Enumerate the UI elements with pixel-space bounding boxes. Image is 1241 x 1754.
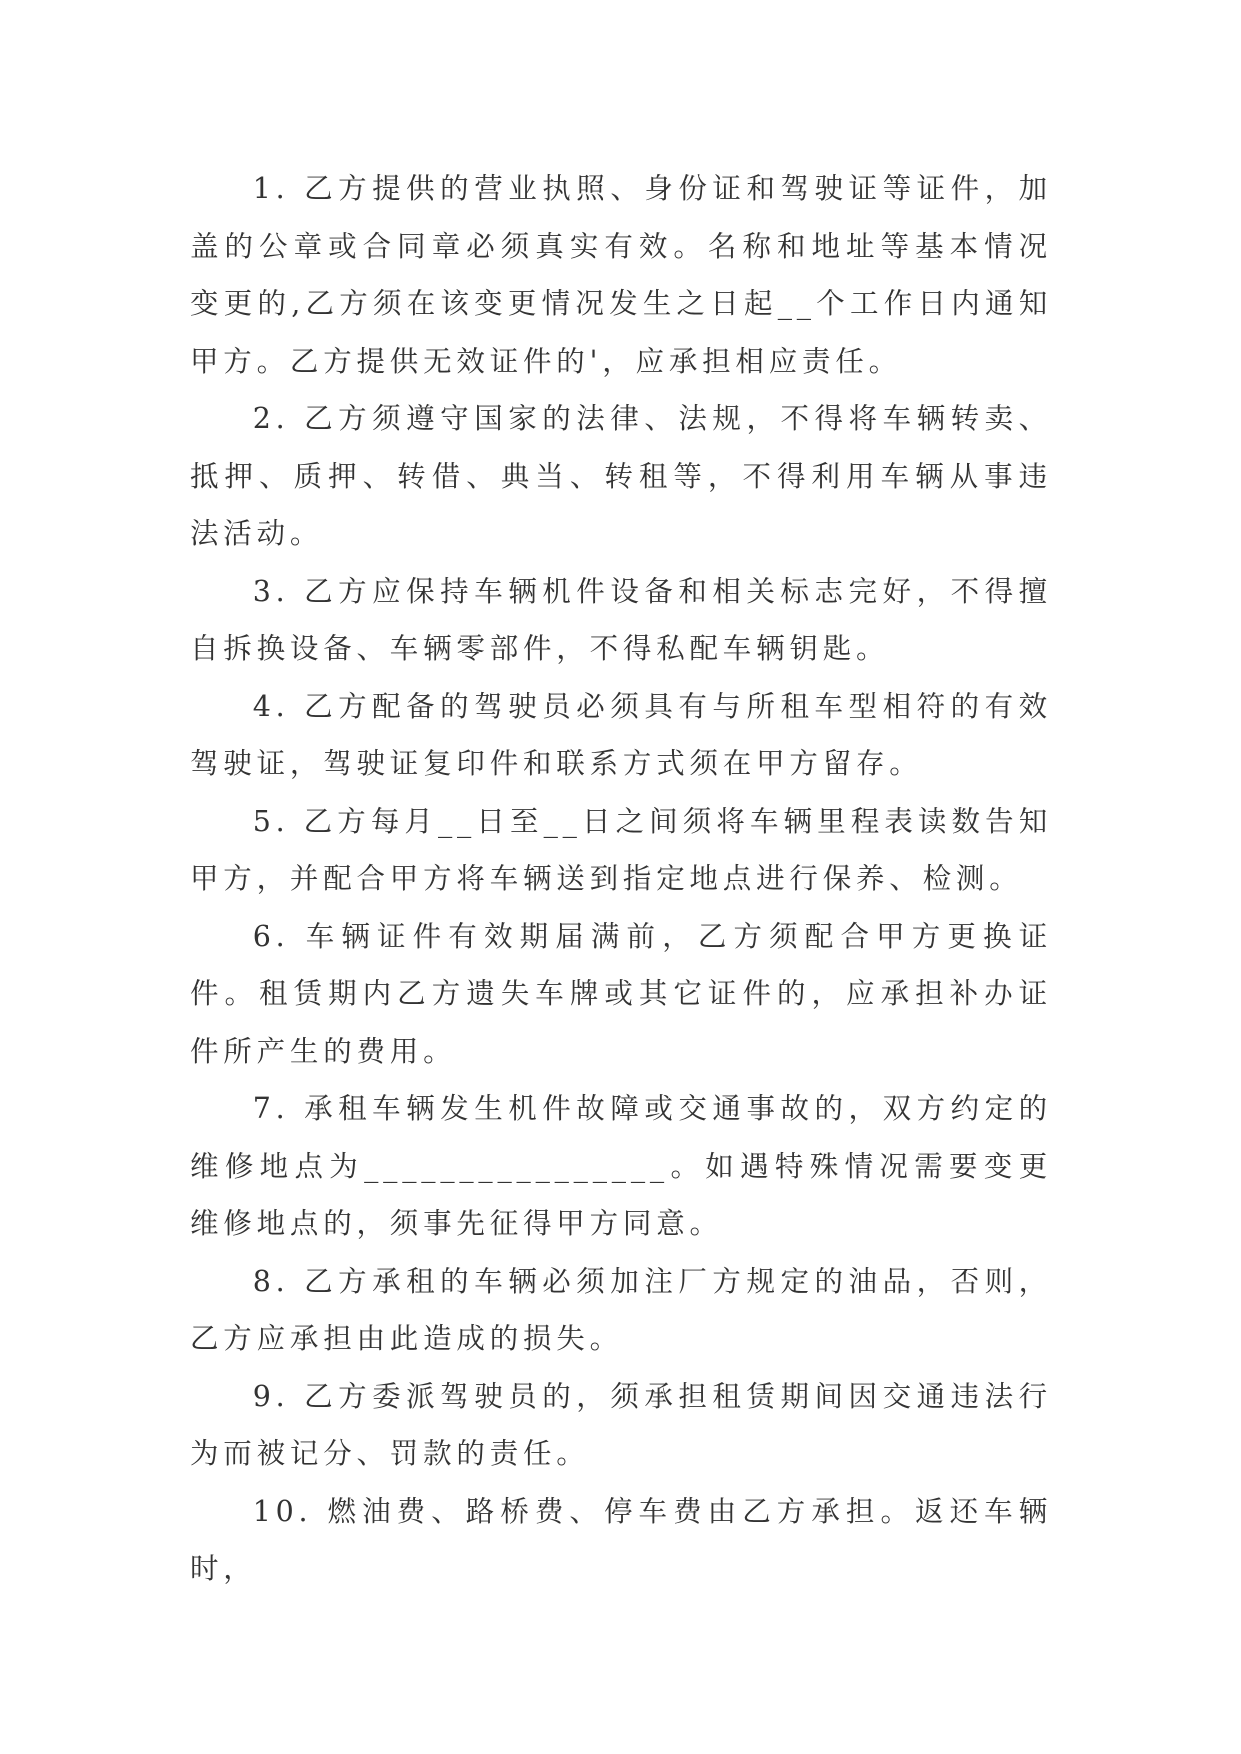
clause-3: 3. 乙方应保持车辆机件设备和相关标志完好，不得擅自拆换设备、车辆零部件，不得私配车辆钥匙。 (190, 574, 1052, 665)
clause-10: 10. 燃油费、路桥费、停车费由乙方承担。返还车辆时， (190, 1494, 1052, 1585)
clause-1: 1. 乙方提供的营业执照、身份证和驾驶证等证件，加盖的公章或合同章必须真实有效。名称和地址等基本情况变更的,乙方须在该变更情况发生之日起__个工作日内通知甲方。乙方提供无效证件的'，应承担相应责任。 (190, 172, 1052, 378)
clause-7: 7. 承租车辆发生机件故障或交通事故的，双方约定的维修地点为________________。如遇特殊情况需要变更维修地点的，须事先征得甲方同意。 (190, 1092, 1052, 1240)
clause-5: 5. 乙方每月__日至__日之间须将车辆里程表读数告知甲方，并配合甲方将车辆送到指定地点进行保养、检测。 (190, 804, 1052, 895)
clause-4: 4. 乙方配备的驾驶员必须具有与所租车型相符的有效驾驶证，驾驶证复印件和联系方式须在甲方留存。 (190, 689, 1052, 780)
clause-6: 6. 车辆证件有效期届满前，乙方须配合甲方更换证件。租赁期内乙方遗失车牌或其它证件的，应承担补办证件所产生的费用。 (190, 919, 1052, 1068)
clause-8: 8. 乙方承租的车辆必须加注厂方规定的油品，否则，乙方应承担由此造成的损失。 (190, 1264, 1052, 1355)
clause-2: 2. 乙方须遵守国家的法律、法规，不得将车辆转卖、抵押、质押、转借、典当、转租等，不得利用车辆从事违法活动。 (190, 402, 1052, 550)
document-body (190, 160, 1052, 1598)
clause-9: 9. 乙方委派驾驶员的，须承担租赁期间因交通违法行为而被记分、罚款的责任。 (190, 1379, 1052, 1470)
